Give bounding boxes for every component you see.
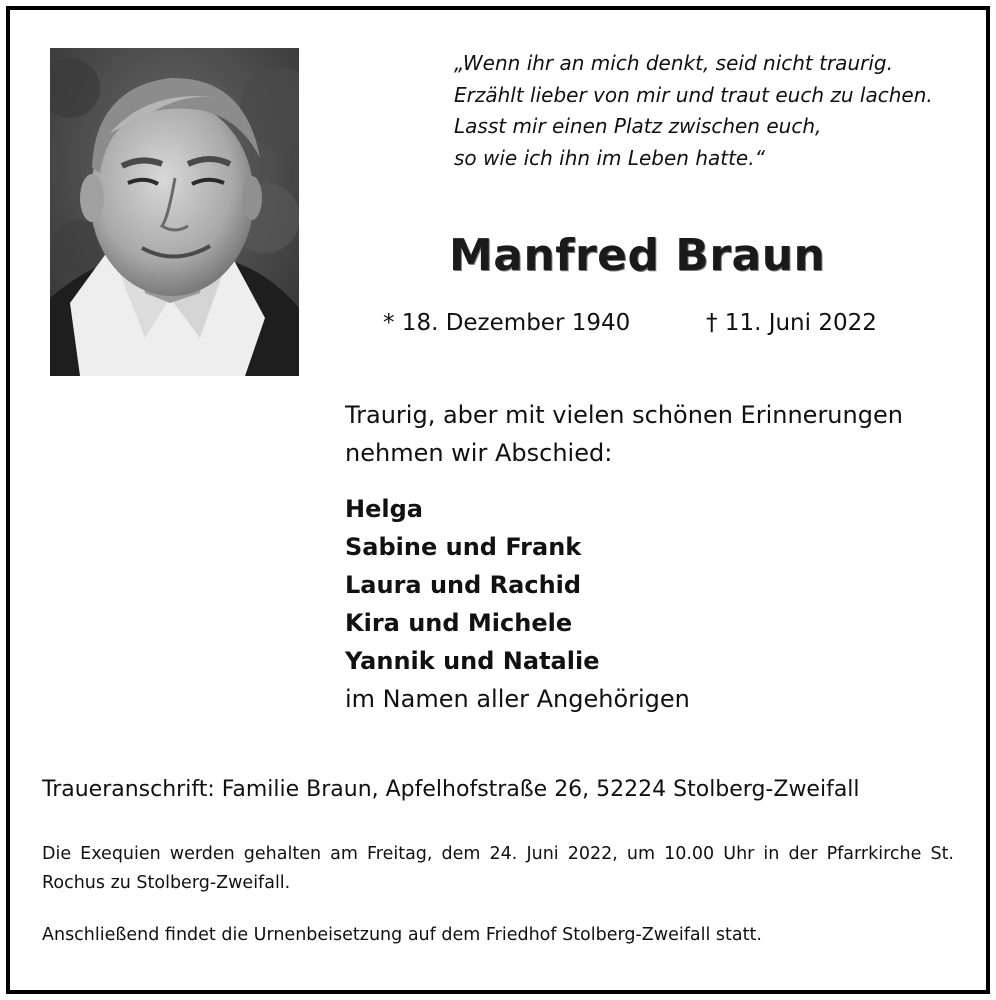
- portrait-photo: [50, 48, 299, 376]
- intro-line: Traurig, aber mit vielen schönen Erinnerungen: [345, 401, 903, 429]
- mourning-address: Traueranschrift: Familie Braun, Apfelhofstraße 26, 52224 Stolberg-Zweifall: [42, 777, 860, 802]
- quote-line: Erzählt lieber von mir und traut euch zu lachen.: [454, 82, 933, 107]
- portrait-image: [50, 48, 299, 376]
- farewell-intro: [345, 396, 965, 472]
- intro-line: nehmen wir Abschied:: [345, 439, 613, 467]
- quote-line: „Wenn ihr an mich denkt, seid nicht traurig.: [454, 51, 893, 75]
- death-date: † 11. Juni 2022: [706, 310, 877, 336]
- service-info: Die Exequien werden gehalten am Freitag, dem 24. Juni 2022, um 10.00 Uhr in der Pfarrkirche St. Rochus zu Stolberg-Zweifall.: [42, 844, 954, 893]
- mourners-list: [345, 490, 965, 718]
- mourner-name: Yannik und Natalie: [345, 647, 600, 675]
- quote-line: Lasst mir einen Platz zwischen euch,: [454, 114, 822, 138]
- memorial-quote: [454, 48, 974, 174]
- mourner-name: Sabine und Frank: [345, 533, 582, 561]
- birth-date: * 18. Dezember 1940: [383, 310, 631, 336]
- mourner-name: Laura und Rachid: [345, 571, 582, 599]
- deceased-name: Manfred Braun: [449, 230, 826, 281]
- burial-info: Anschließend findet die Urnenbeisetzung auf dem Friedhof Stolberg-Zweifall statt.: [42, 925, 762, 945]
- mourner-name: Helga: [345, 495, 423, 523]
- quote-line: so wie ich ihn im Leben hatte.“: [454, 145, 765, 170]
- mourner-name: Kira und Michele: [345, 609, 573, 637]
- mourners-closing: im Namen aller Angehörigen: [345, 685, 690, 713]
